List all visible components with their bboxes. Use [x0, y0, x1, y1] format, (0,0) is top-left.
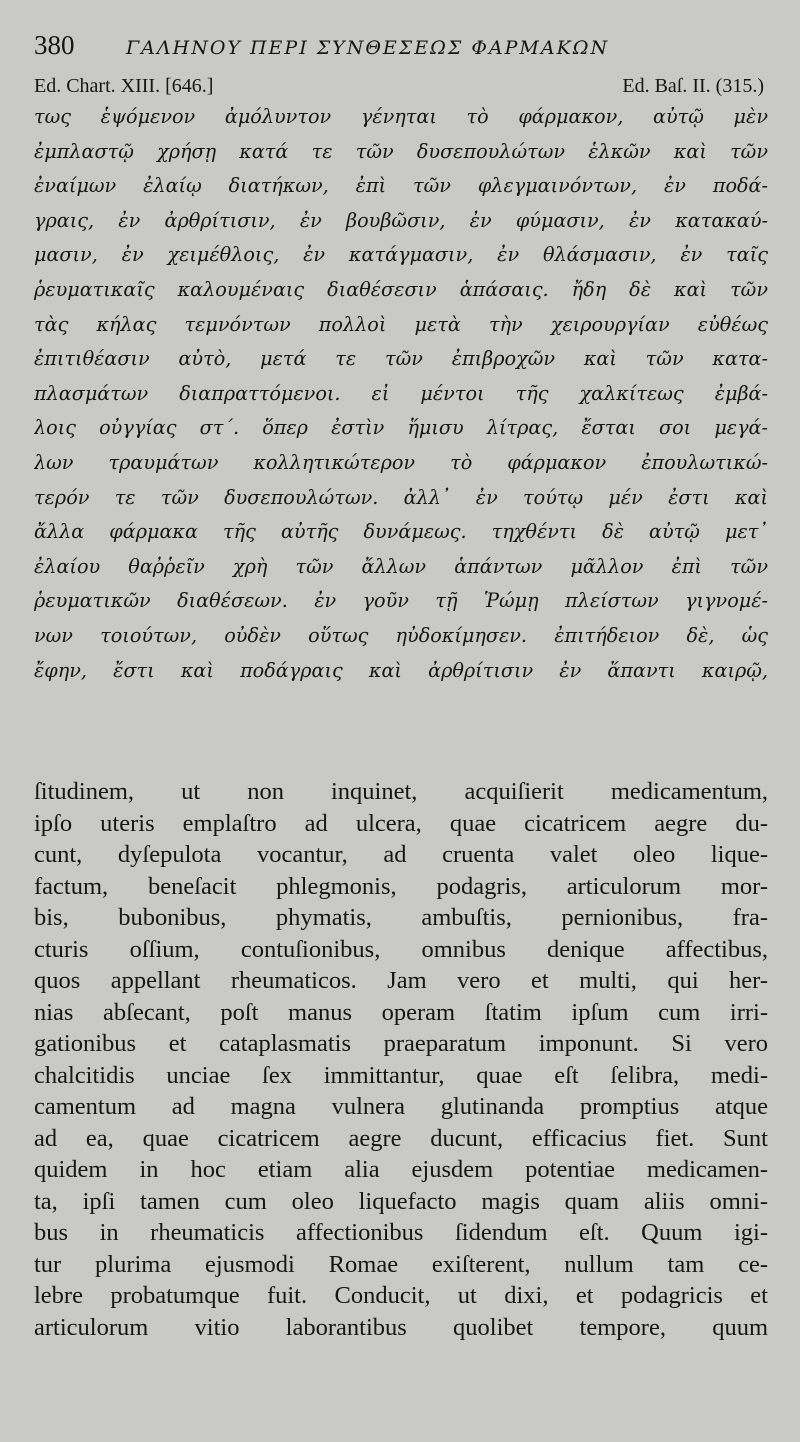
latin-text-line: quidem in hoc etiam alia ejusdem potentiae medicamen- [34, 1156, 768, 1183]
greek-text-line: λων τραυμάτων κολλητικώτερον τὸ φάρμακον ἐπουλωτικώ- [34, 450, 768, 474]
latin-text-line: quos appellant rheumaticos. Jam vero et multi, qui her- [34, 967, 768, 994]
latin-text-line: ipſo uteris emplaſtro ad ulcera, quae cicatricem aegre du- [34, 809, 768, 837]
greek-text-line: ἐναίμων ἐλαίῳ διατήκων, ἐπὶ τῶν φλεγμαινόντων, ἐν ποδά- [34, 174, 768, 198]
greek-text-line: ἔφην, ἔστι καὶ ποδάγραις καὶ ἀρθρίτισιν ἐν ἅπαντι καιρῷ, [34, 658, 768, 682]
greek-text-block [34, 100, 768, 688]
greek-text-line: ἐλαίου θαῤῥεῖν χρὴ τῶν ἄλλων ἁπάντων μᾶλλον ἐπὶ τῶν [34, 554, 768, 578]
greek-text-line: ἐπιτιθέασιν αὐτὸ, μετά τε τῶν ἐπιβροχῶν καὶ τῶν κατα- [34, 347, 768, 371]
latin-text-line: articulorum vitio laborantibus quolibet tempore, quum [34, 1313, 768, 1341]
greek-text-line: νων τοιούτων, οὐδὲν οὕτως ηὐδοκίμησεν. ἐπιτήδειον δὲ, ὡς [34, 623, 768, 647]
greek-text-line: ἄλλα φάρμακα τῆς αὐτῆς δυνάμεως. τηχθέντι δὲ αὐτῷ μετ᾽ [34, 520, 768, 544]
greek-text-line: τὰς κήλας τεμνόντων πολλοὶ μετὰ τὴν χειρουργίαν εὐθέως [34, 312, 768, 336]
greek-text-line: ἐμπλαστῷ χρήσῃ κατά τε τῶν δυσεπουλώτων ἑλκῶν καὶ τῶν [34, 139, 768, 163]
latin-text-line: bis, bubonibus, phymatis, ambuſtis, pernionibus, fra- [34, 904, 768, 931]
latin-text-line: cturis oſſium, contuſionibus, omnibus denique affectibus, [34, 935, 768, 963]
page-number: 380 [34, 30, 75, 60]
edition-basel-reference: Ed. Baſ. II. (315.) [622, 75, 764, 97]
greek-text-line: μασιν, ἐν χειμέθλοις, ἐν κατάγμασιν, ἐν θλάσμασιν, ἐν ταῖς [34, 243, 768, 267]
running-head [34, 30, 768, 72]
latin-text-line: gationibus et cataplasmatis praeparatum imponunt. Si vero [34, 1030, 768, 1057]
latin-text-line: ad ea, quae cicatricem aegre ducunt, efficacius fiet. Sunt [34, 1124, 768, 1152]
greek-text-line: ῥευματικῶν διαθέσεων. ἐν γοῦν τῇ Ῥώμῃ πλείστων γιγνομέ- [34, 589, 768, 613]
greek-text-line: ῥευματικαῖς καλουμέναις διαθέσεσιν ἁπάσαις. ἤδη δὲ καὶ τῶν [34, 277, 768, 301]
latin-text-line: chalcitidis unciae ſex immittantur, quae eſt ſelibra, medi- [34, 1061, 768, 1089]
latin-text-line: ta, ipſi tamen cum oleo liquefacto magis quam aliis omni- [34, 1187, 768, 1215]
latin-text-line: bus in rheumaticis affectionibus ſidendum eſt. Quum igi- [34, 1219, 768, 1246]
latin-text-line: ſitudinem, ut non inquinet, acquiſierit medicamentum, [34, 778, 768, 805]
greek-text-line: γραις, ἐν ἀρθρίτισιν, ἐν βουβῶσιν, ἐν φύμασιν, ἐν κατακαύ- [34, 208, 768, 232]
greek-text-line: τως ἑψόμενον ἀμόλυντον γένηται τὸ φάρμακον, αὐτῷ μὲν [34, 105, 768, 128]
greek-text-line: τερόν τε τῶν δυσεπουλώτων. ἀλλ᾽ ἐν τούτῳ μέν ἐστι καὶ [34, 485, 768, 509]
latin-text-line: cunt, dyſepulota vocantur, ad cruenta valet oleo lique- [34, 841, 768, 868]
greek-text-line: πλασμάτων διαπραττόμενοι. εἰ μέντοι τῆς χαλκίτεως ἐμβά- [34, 381, 768, 405]
edition-references [34, 72, 768, 100]
latin-text-line: nias abſecant, poſt manus operam ſtatim ipſum cum irri- [34, 998, 768, 1026]
latin-text-block [34, 776, 768, 1343]
edition-chart-reference: Ed. Chart. XIII. [646.] [34, 75, 214, 97]
latin-text-line: tur plurima ejusmodi Romae exiſterent, nullum tam ce- [34, 1250, 768, 1278]
latin-text-line: camentum ad magna vulnera glutinanda promptius atque [34, 1093, 768, 1120]
greek-text-line: λοις οὐγγίας στ΄. ὅπερ ἐστὶν ἥμισυ λίτρας, ἔσται σοι μεγά- [34, 416, 768, 440]
running-title: ΓΑΛΗΝΟΥ ΠΕΡΙ ΣΥΝΘΕΣΕΩΣ ΦΑΡΜΑΚΩΝ [126, 37, 610, 59]
latin-text-line: factum, beneſacit phlegmonis, podagris, articulorum mor- [34, 872, 768, 900]
latin-text-line: lebre probatumque fuit. Conducit, ut dixi, et podagricis et [34, 1282, 768, 1309]
